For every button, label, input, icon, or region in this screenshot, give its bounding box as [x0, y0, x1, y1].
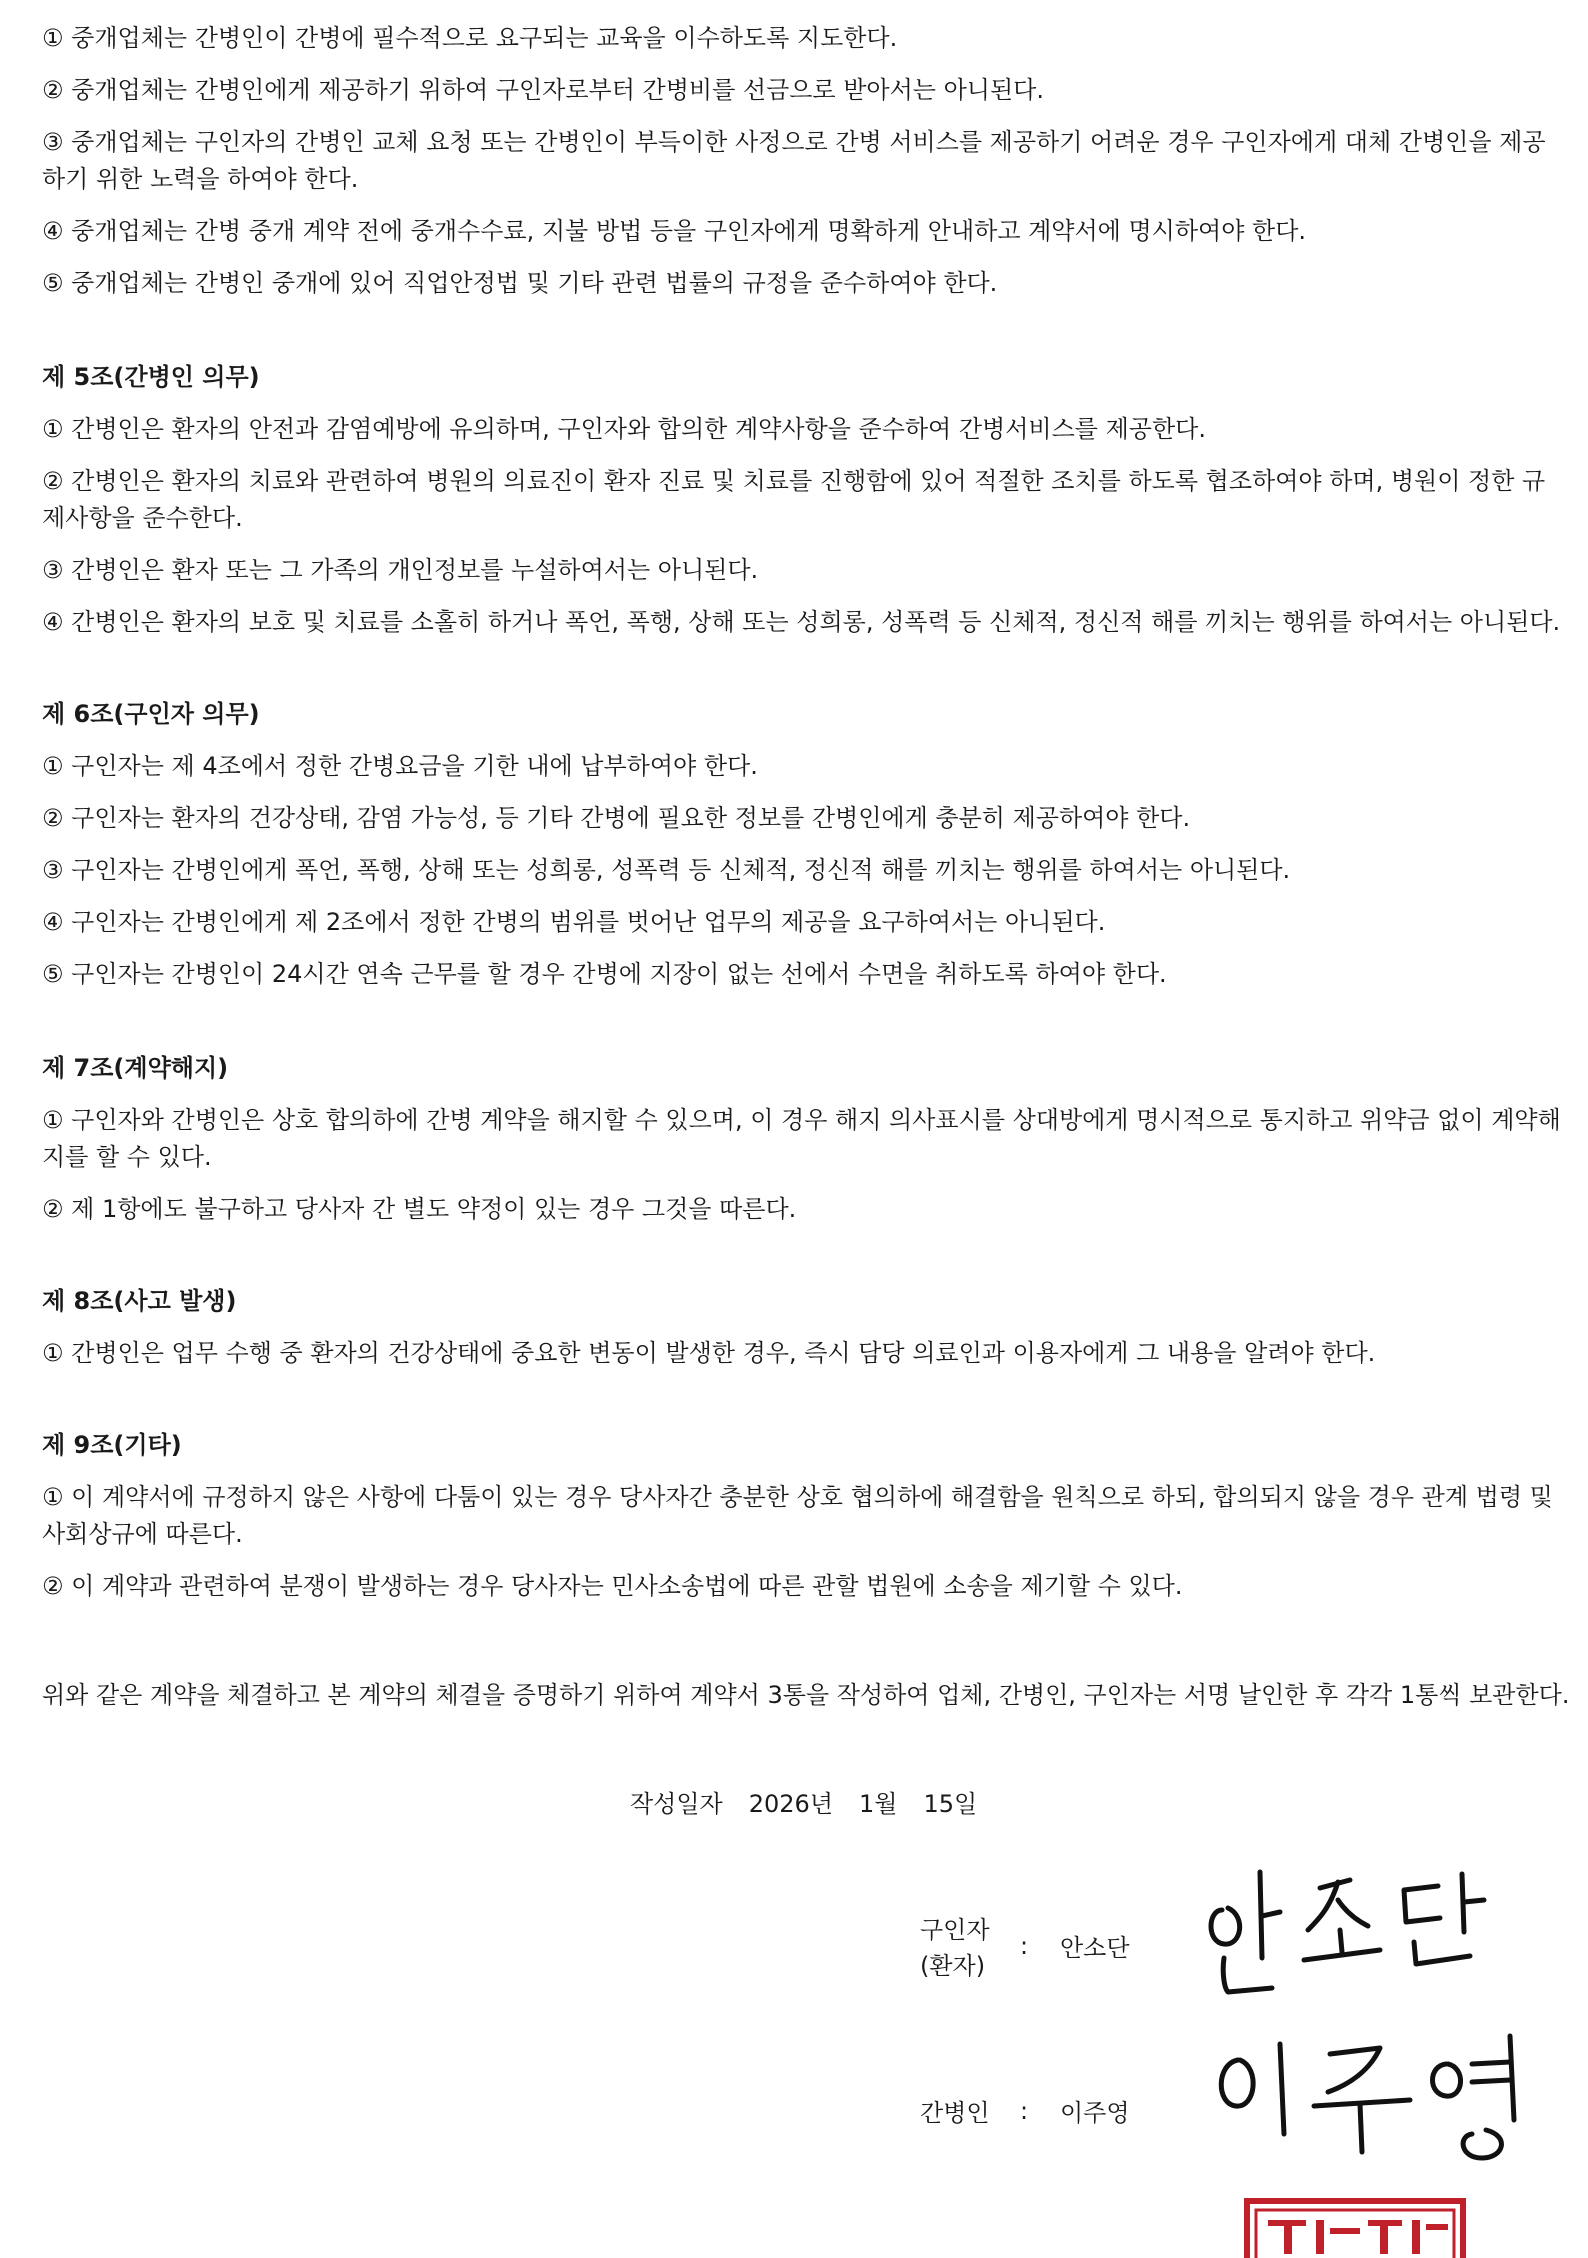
employer-label: 구인자	[920, 1916, 990, 1944]
article4-item-5: ⑤ 중개업체는 간병인 중개에 있어 직업안정법 및 기타 관련 법률의 규정을 준수하여야 한다.	[42, 269, 998, 297]
article6-item-4: ④ 구인자는 간병인에게 제 2조에서 정한 간병의 범위를 벗어난 업무의 제공을 요구하여서는 아니된다.	[42, 908, 1106, 936]
date-year: 2026년	[748, 1790, 834, 1818]
article9-item-1: ① 이 계약서에 규정하지 않은 사항에 다툼이 있는 경우 당사자간 충분한 상호 협의하에 해결함을 원칙으로 하되, 합의되지 않을 경우 관계 법령 및	[42, 1483, 1553, 1511]
employer-name: 안소단	[1060, 1934, 1130, 1962]
date-month: 1월	[859, 1790, 898, 1818]
article9-item-1-cont: 사회상규에 따른다.	[42, 1520, 243, 1548]
employer-label-sub: (환자)	[920, 1952, 986, 1980]
article4-item-1: ① 중개업체는 간병인이 간병에 필수적으로 요구되는 교육을 이수하도록 지도한다.	[42, 24, 898, 52]
article5-item-1: ① 간병인은 환자의 안전과 감염예방에 유의하며, 구인자와 합의한 계약사항을 준수하여 간병서비스를 제공한다.	[42, 415, 1206, 443]
article6-item-3: ③ 구인자는 간병인에게 폭언, 폭행, 상해 또는 성희롱, 성폭력 등 신체적, 정신적 해를 끼치는 행위를 하여서는 아니된다.	[42, 856, 1291, 884]
date-line	[630, 1786, 1003, 1823]
article9-item-2: ② 이 계약과 관련하여 분쟁이 발생하는 경우 당사자는 민사소송법에 따른 관할 법원에 소송을 제기할 수 있다.	[42, 1572, 1183, 1600]
caregiver-label: 간병인	[920, 2099, 990, 2127]
article6-item-2: ② 구인자는 환자의 건강상태, 감염 가능성, 등 기타 간병에 필요한 정보를 간병인에게 충분히 제공하여야 한다.	[42, 804, 1191, 832]
article8-title: 제 8조(사고 발생)	[42, 1287, 237, 1315]
article5-item-2-cont: 제사항을 준수한다.	[42, 504, 243, 532]
article8-item-1: ① 간병인은 업무 수행 중 환자의 건강상태에 중요한 변동이 발생한 경우, 즉시 담당 의료인과 이용자에게 그 내용을 알려야 한다.	[42, 1339, 1376, 1367]
article9-title: 제 9조(기타)	[42, 1431, 182, 1459]
article7-item-1-cont: 지를 할 수 있다.	[42, 1143, 212, 1171]
article6-item-5: ⑤ 구인자는 간병인이 24시간 연속 근무를 할 경우 간병에 지장이 없는 선에서 수면을 취하도록 하여야 한다.	[42, 960, 1167, 988]
caregiver-signature	[1210, 2024, 1550, 2174]
article5-item-4: ④ 간병인은 환자의 보호 및 치료를 소홀히 하거나 폭언, 폭행, 상해 또는 성희롱, 성폭력 등 신체적, 정신적 해를 끼치는 행위를 하여서는 아니된다.	[42, 608, 1561, 636]
article4-item-2: ② 중개업체는 간병인에게 제공하기 위하여 구인자로부터 간병비를 선금으로 받아서는 아니된다.	[42, 76, 1044, 104]
employer-signature	[1200, 1860, 1500, 2000]
article5-item-3: ③ 간병인은 환자 또는 그 가족의 개인정보를 누설하여서는 아니된다.	[42, 556, 759, 584]
article5-title: 제 5조(간병인 의무)	[42, 363, 260, 391]
article4-item-4: ④ 중개업체는 간병 중개 계약 전에 중개수수료, 지불 방법 등을 구인자에게 명확하게 안내하고 계약서에 명시하여야 한다.	[42, 217, 1307, 245]
date-label: 작성일자	[630, 1790, 723, 1818]
article6-item-1: ① 구인자는 제 4조에서 정한 간병요금을 기한 내에 납부하여야 한다.	[42, 752, 758, 780]
date-day: 15일	[923, 1790, 978, 1818]
seal-stamp	[1244, 2198, 1466, 2258]
closing-statement: 위와 같은 계약을 체결하고 본 계약의 체결을 증명하기 위하여 계약서 3통을 작성하여 업체, 간병인, 구인자는 서명 날인한 후 각각 1통씩 보관한다.	[42, 1681, 1570, 1709]
article4-item-3-cont: 하기 위한 노력을 하여야 한다.	[42, 165, 359, 193]
caregiver-separator: :	[1020, 2097, 1029, 2125]
article5-item-2: ② 간병인은 환자의 치료와 관련하여 병원의 의료진이 환자 진료 및 치료를 진행함에 있어 적절한 조치를 하도록 협조하여야 하며, 병원이 정한 규	[42, 467, 1546, 495]
employer-separator: :	[1020, 1932, 1029, 1960]
article7-item-2: ② 제 1항에도 불구하고 당사자 간 별도 약정이 있는 경우 그것을 따른다.	[42, 1195, 797, 1223]
article7-item-1: ① 구인자와 간병인은 상호 합의하에 간병 계약을 해지할 수 있으며, 이 경우 해지 의사표시를 상대방에게 명시적으로 통지하고 위약금 없이 계약해	[42, 1106, 1561, 1134]
caregiver-name: 이주영	[1060, 2099, 1130, 2127]
article6-title: 제 6조(구인자 의무)	[42, 700, 260, 728]
article7-title: 제 7조(계약해지)	[42, 1054, 229, 1082]
article4-item-3: ③ 중개업체는 구인자의 간병인 교체 요청 또는 간병인이 부득이한 사정으로 간병 서비스를 제공하기 어려운 경우 구인자에게 대체 간병인을 제공	[42, 128, 1546, 156]
